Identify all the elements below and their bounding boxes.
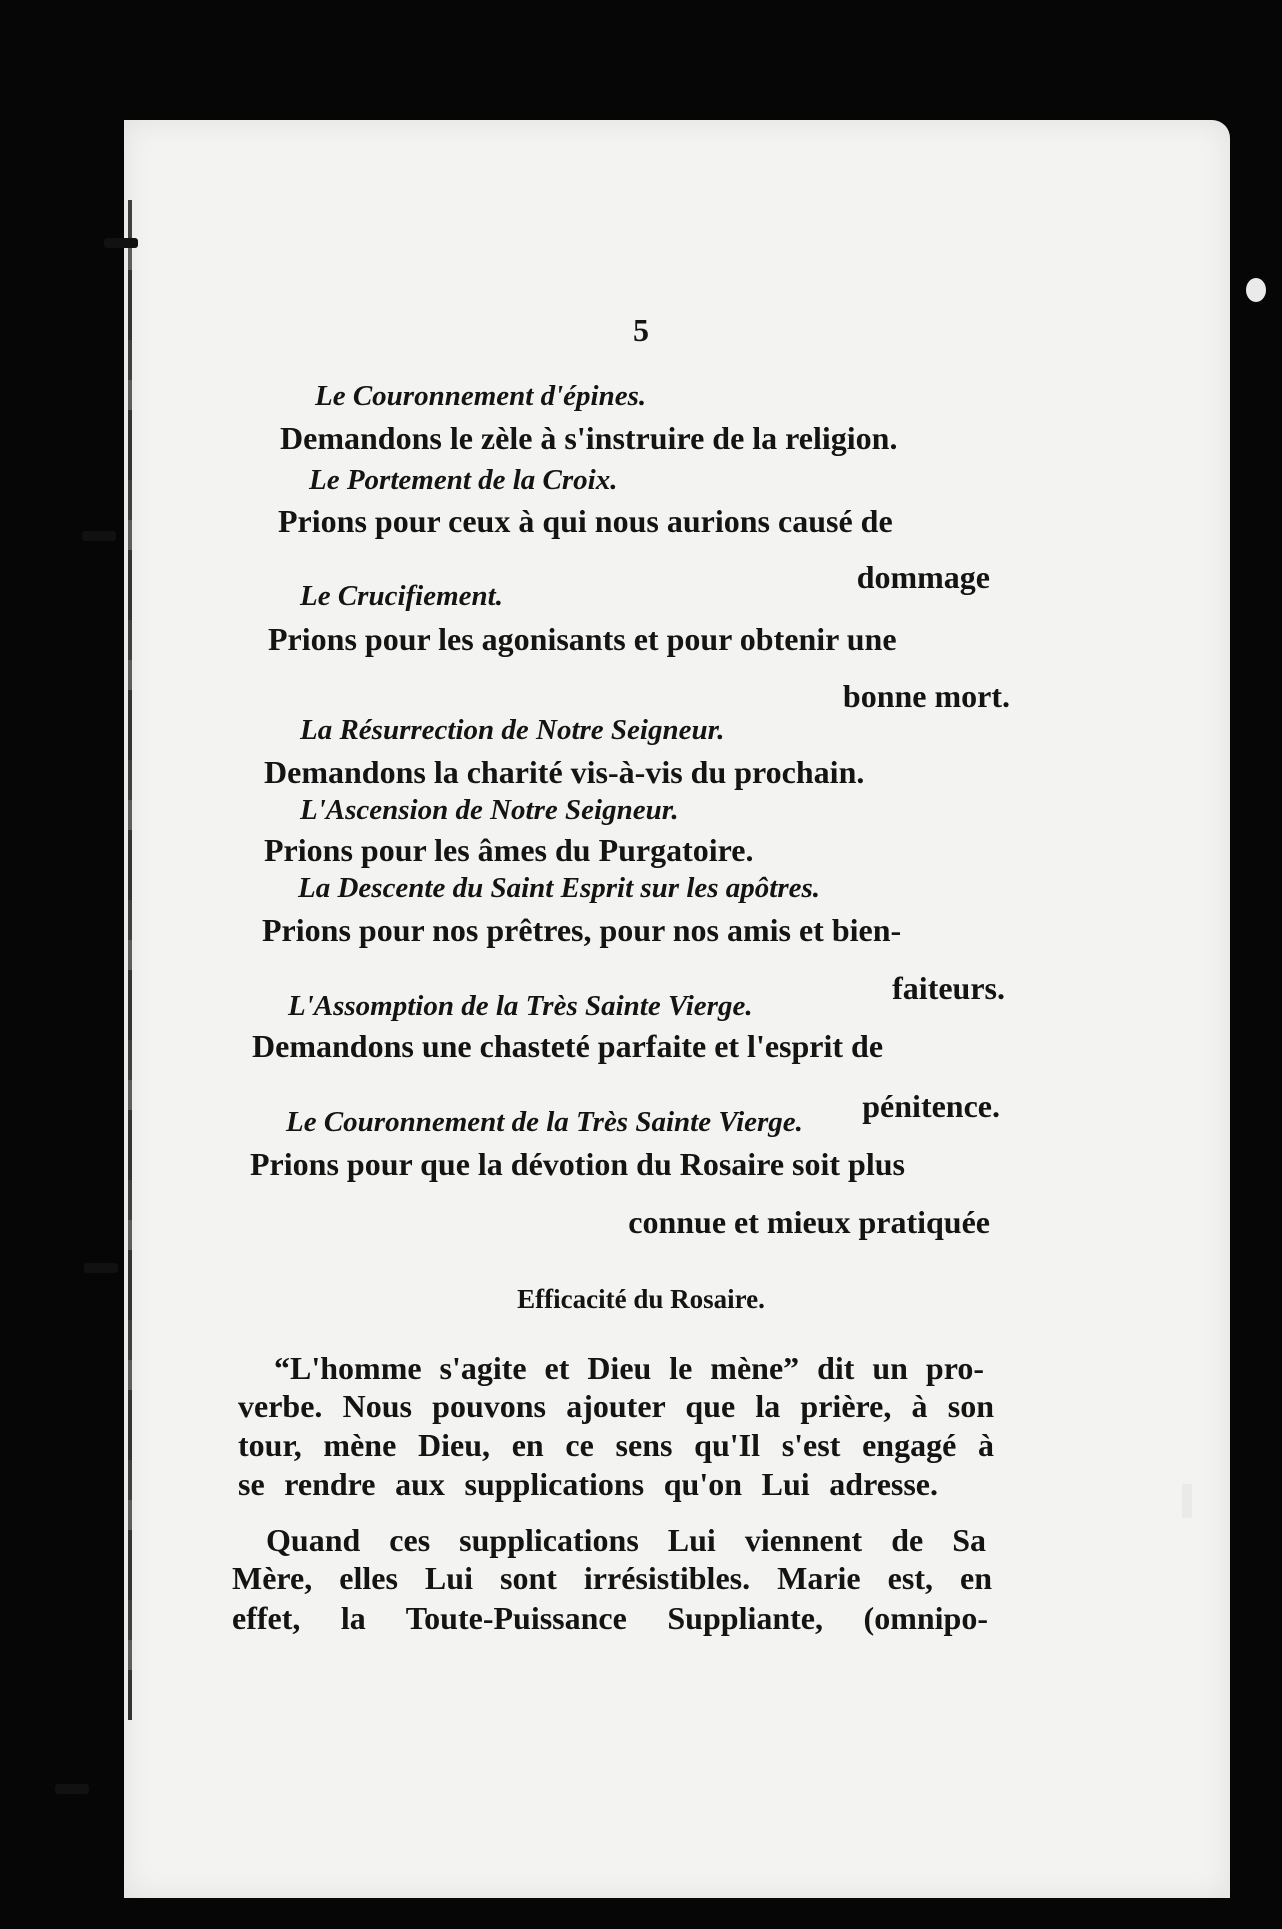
mystery-intention: pénitence. bbox=[862, 1088, 1000, 1124]
paragraph-line: tour, mène Dieu, en ce sens qu'Il s'est engagé à bbox=[238, 1427, 994, 1463]
paragraph-line: Mère, elles Lui sont irrésistibles. Marie est, en bbox=[232, 1560, 992, 1596]
mystery-intention: Demandons une chasteté parfaite et l'esprit de bbox=[252, 1028, 884, 1064]
mystery-title: L'Ascension de Notre Seigneur. bbox=[300, 794, 679, 826]
mystery-intention: Prions pour les agonisants et pour obtenir une bbox=[268, 621, 897, 657]
paragraph-line: “L'homme s'agite et Dieu le mène” dit un pro- bbox=[274, 1350, 984, 1386]
mystery-title: Le Crucifiement. bbox=[300, 580, 503, 612]
mystery-title: L'Assomption de la Très Sainte Vierge. bbox=[288, 990, 753, 1022]
mystery-intention: bonne mort. bbox=[842, 678, 1010, 714]
mystery-intention: Demandons la charité vis-à-vis du prochain. bbox=[264, 754, 865, 790]
section-heading: Efficacité du Rosaire. bbox=[517, 1284, 765, 1314]
mystery-intention: Demandons le zèle à s'instruire de la religion. bbox=[280, 420, 898, 456]
mystery-intention: faiteurs. bbox=[892, 970, 1005, 1006]
mystery-intention: dommage bbox=[856, 559, 990, 595]
paragraph-line: Quand ces supplications Lui viennent de Sa bbox=[266, 1522, 986, 1558]
paragraph-line: verbe. Nous pouvons ajouter que la prière, à son bbox=[238, 1388, 994, 1424]
mystery-title: Le Couronnement d'épines. bbox=[315, 380, 647, 412]
mystery-intention: connue et mieux pratiquée bbox=[628, 1204, 990, 1240]
paragraph-line: effet, la Toute-Puissance Suppliante, (omnipo- bbox=[232, 1600, 988, 1636]
mystery-intention: Prions pour les âmes du Purgatoire. bbox=[264, 832, 754, 868]
mystery-title: Le Portement de la Croix. bbox=[309, 464, 618, 496]
mystery-title: La Résurrection de Notre Seigneur. bbox=[300, 714, 725, 746]
mystery-intention: Prions pour ceux à qui nous aurions causé de bbox=[278, 503, 893, 539]
mystery-title: Le Couronnement de la Très Sainte Vierge. bbox=[286, 1106, 803, 1138]
mystery-title: La Descente du Saint Esprit sur les apôtres. bbox=[298, 872, 821, 904]
mystery-intention: Prions pour nos prêtres, pour nos amis et bien- bbox=[262, 912, 902, 948]
mystery-intention: Prions pour que la dévotion du Rosaire soit plus bbox=[250, 1146, 905, 1182]
page-number: 5 bbox=[633, 312, 649, 348]
paragraph-line: se rendre aux supplications qu'on Lui adresse. bbox=[238, 1466, 938, 1502]
